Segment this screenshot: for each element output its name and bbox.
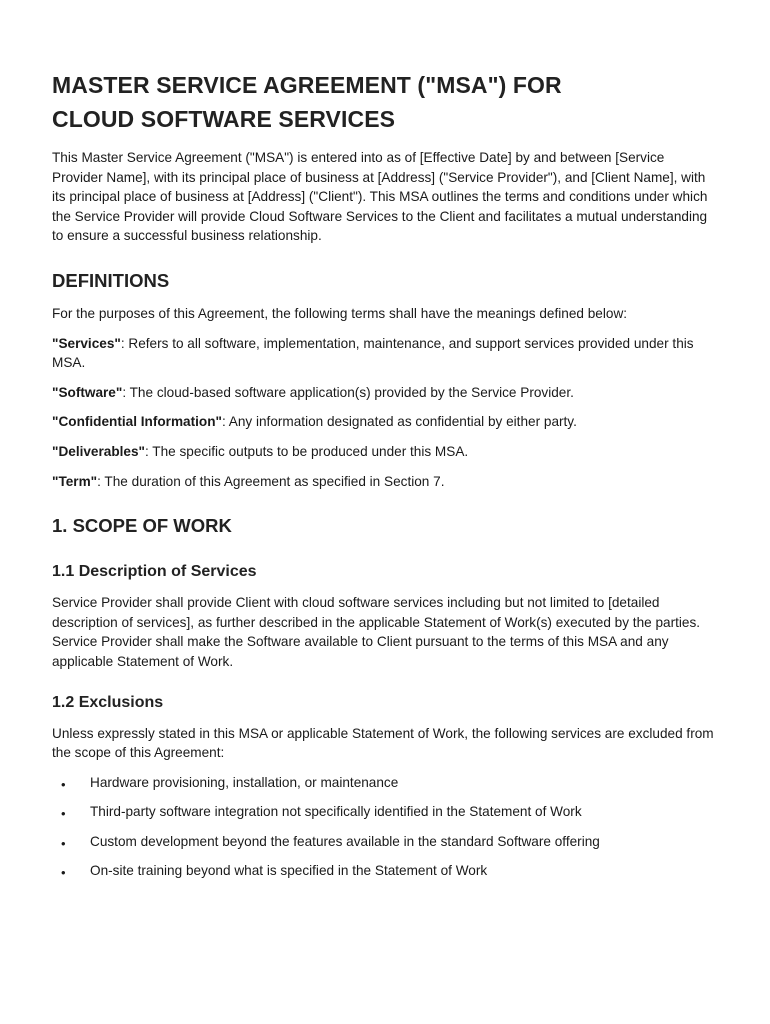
definition-item — [52, 383, 718, 403]
scope-heading: 1. SCOPE OF WORK — [52, 515, 232, 537]
definition-text: : Any information designated as confidential by either party. — [221, 414, 577, 430]
definition-text: : The specific outputs to be produced under this MSA. — [145, 443, 469, 459]
section-1-1-text: Service Provider shall provide Client with cloud software services including but not limited to [detailed description of services], as further described in the applicable Statement of Work(s) executed by the parties. Service Provider shall make the Software available to Client pursuant to the terms of this MSA and any applicable Statement of Work. — [52, 595, 701, 669]
title-line-2: CLOUD SOFTWARE SERVICES — [52, 106, 396, 132]
definition-text: : Refers to all software, implementation, maintenance, and support services provided under this MSA. — [52, 335, 694, 371]
title-line-1: MASTER SERVICE AGREEMENT ("MSA") FOR — [52, 72, 562, 98]
definition-term: "Software" — [52, 384, 123, 400]
list-item-text: On-site training beyond what is specified in the Statement of Work — [90, 863, 488, 879]
list-item — [52, 832, 718, 852]
list-item-text: Third-party software integration not specifically identified in the Statement of Work — [90, 804, 582, 820]
list-item — [52, 773, 718, 793]
definition-text: : The duration of this Agreement as specified in Section 7. — [97, 473, 445, 489]
section-1-1-heading: 1.1 Description of Services — [52, 563, 257, 581]
definition-text: : The cloud-based software application(s) provided by the Service Provider. — [122, 384, 574, 400]
definition-term: "Services" — [52, 335, 121, 351]
exclusions-list — [52, 773, 718, 881]
definition-item — [52, 442, 718, 462]
document-title — [52, 68, 718, 136]
intro-paragraph: This Master Service Agreement ("MSA") is entered into as of [Effective Date] by and between [Service Provider Name], with its principal place of business at [Address] ("Service Provider"), and [Client Name], with its principal place of business at [Address] ("Client"). This MSA outlines the terms and conditions under which the Service Provider will provide Cloud Software Services to the Client and facilitates a mutual understanding to ensure a successful business relationship. — [52, 150, 708, 244]
definition-term: "Confidential Information" — [52, 414, 222, 430]
bullet-icon: • — [61, 835, 66, 851]
list-item — [52, 861, 718, 881]
definition-item — [52, 472, 718, 492]
definition-term: "Deliverables" — [52, 443, 145, 459]
section-1-2-heading: 1.2 Exclusions — [52, 693, 164, 711]
list-item-text: Custom development beyond the features available in the standard Software offering — [90, 833, 600, 849]
definition-item — [52, 334, 718, 373]
section-1-2-lead: Unless expressly stated in this MSA or applicable Statement of Work, the following services are excluded from the scope of this Agreement: — [52, 725, 714, 761]
list-item — [52, 802, 718, 822]
bullet-icon: • — [61, 776, 66, 792]
bullet-icon: • — [61, 806, 66, 822]
definition-item — [52, 412, 718, 432]
definitions-lead: For the purposes of this Agreement, the following terms shall have the meanings defined below: — [52, 305, 628, 321]
bullet-icon: • — [61, 865, 66, 881]
definitions-heading: DEFINITIONS — [52, 269, 170, 291]
definition-term: "Term" — [52, 473, 98, 489]
list-item-text: Hardware provisioning, installation, or maintenance — [90, 774, 399, 790]
